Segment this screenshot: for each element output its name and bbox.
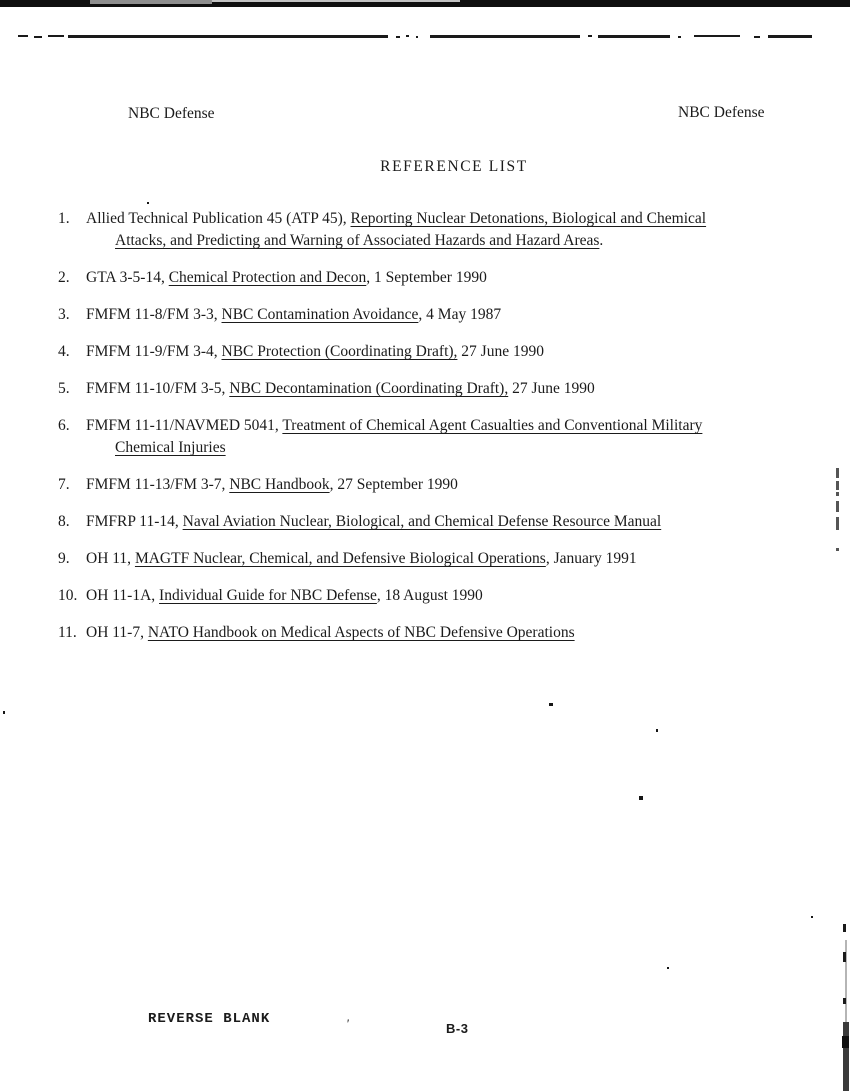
reference-item	[58, 548, 850, 570]
scan-speck	[549, 703, 553, 706]
change-bar	[836, 481, 839, 490]
reference-title-segment: NBC Contamination Avoidance	[221, 306, 419, 323]
reference-text-segment: , 4 May 1987	[418, 306, 502, 323]
reference-text-segment: OH 11-7,	[86, 624, 148, 641]
reference-item	[58, 622, 850, 644]
reference-text-segment: OH 11,	[86, 550, 135, 567]
reference-number: 5.	[58, 380, 70, 397]
reference-item	[58, 474, 850, 496]
reference-title-segment: NATO Handbook on Medical Aspects of NBC Defensive Operations	[147, 624, 575, 641]
reference-number: 3.	[58, 306, 70, 323]
reference-number: 11.	[58, 624, 77, 641]
reference-item	[58, 511, 850, 533]
reference-title-segment: Individual Guide for NBC Defense	[159, 587, 377, 604]
reference-text-segment: FMFM 11-9/FM 3-4,	[86, 343, 222, 360]
reference-item	[58, 378, 850, 400]
reference-title-segment: NBC Protection (Coordinating Draft),	[221, 343, 458, 360]
change-bar	[836, 548, 839, 551]
reference-text-segment: OH 11-1A,	[86, 587, 160, 604]
reference-text-segment: GTA 3-5-14,	[86, 269, 169, 286]
scan-comma-mark: '	[346, 1016, 349, 1031]
reverse-blank-label: REVERSE BLANK	[148, 1011, 271, 1027]
reference-text-segment: Allied Technical Publication 45 (ATP 45),	[86, 210, 351, 227]
scan-speck	[147, 202, 149, 204]
reference-title-segment: MAGTF Nuclear, Chemical, and Defensive Biological Operations	[134, 550, 546, 567]
scan-edge-tick	[843, 952, 846, 962]
reference-text-segment: .	[599, 232, 604, 249]
reference-text-segment: , 27 September 1990	[329, 476, 458, 493]
scan-speck	[811, 916, 813, 918]
reference-number: 1.	[58, 210, 70, 227]
reference-text-segment: 27 June 1990	[508, 380, 595, 397]
change-bar	[836, 501, 839, 512]
scan-speck	[3, 711, 5, 714]
reference-title-segment: NBC Decontamination (Coordinating Draft),	[229, 380, 509, 397]
change-bar	[836, 468, 839, 478]
reference-text-segment: FMFM 11-10/FM 3-5,	[86, 380, 230, 397]
scan-speck	[656, 729, 658, 732]
reference-title-segment: Attacks, and Predicting and Warning of Associated Hazards and Hazard Areas	[115, 232, 600, 249]
reference-text-segment: FMFM 11-8/FM 3-3,	[86, 306, 222, 323]
reference-text-segment: , January 1991	[545, 550, 637, 567]
scan-edge-blob	[842, 1036, 849, 1048]
reference-number: 10.	[58, 587, 78, 604]
reference-number: 6.	[58, 417, 70, 434]
reference-title-segment: Chemical Protection and Decon	[168, 269, 367, 286]
reference-item	[58, 341, 850, 363]
reference-item	[58, 415, 850, 459]
reference-number: 9.	[58, 550, 70, 567]
reference-title-segment: Chemical Injuries	[115, 439, 226, 456]
reference-text-segment: FMFM 11-11/NAVMED 5041,	[86, 417, 283, 434]
reference-number: 8.	[58, 513, 70, 530]
reference-item	[58, 304, 850, 326]
page-number: B-3	[446, 1021, 469, 1036]
scan-edge-bar	[843, 1022, 849, 1091]
reference-item	[58, 585, 850, 607]
reference-text-segment: 27 June 1990	[457, 343, 544, 360]
change-bar	[836, 517, 839, 530]
reference-text-segment: , 1 September 1990	[366, 269, 487, 286]
scan-speck	[667, 967, 669, 969]
dashed-rule	[18, 34, 814, 38]
reference-number: 7.	[58, 476, 70, 493]
reference-text-segment: FMFM 11-13/FM 3-7,	[86, 476, 230, 493]
page-title: REFERENCE LIST	[380, 158, 528, 175]
reference-item	[58, 208, 850, 252]
reference-title-segment: Naval Aviation Nuclear, Biological, and Chemical Defense Resource Manual	[182, 513, 662, 530]
scan-edge-tick	[843, 924, 846, 932]
reference-item	[58, 267, 850, 289]
reference-list	[58, 208, 850, 659]
scan-edge-tick	[843, 998, 846, 1004]
scan-speck	[639, 796, 643, 800]
running-header-right: NBC Defense	[678, 104, 765, 121]
reference-title-segment: NBC Handbook	[229, 476, 330, 493]
reference-number: 2.	[58, 269, 70, 286]
scan-top-bar	[0, 0, 850, 7]
reference-number: 4.	[58, 343, 70, 360]
running-header-left: NBC Defense	[128, 105, 215, 122]
reference-title-segment: Reporting Nuclear Detonations, Biological and Chemical	[350, 210, 707, 227]
reference-text-segment: FMFRP 11-14,	[86, 513, 183, 530]
reference-title-segment: Treatment of Chemical Agent Casualties and Conventional Military	[282, 417, 703, 434]
change-bar	[836, 492, 839, 496]
reference-text-segment: , 18 August 1990	[376, 587, 483, 604]
